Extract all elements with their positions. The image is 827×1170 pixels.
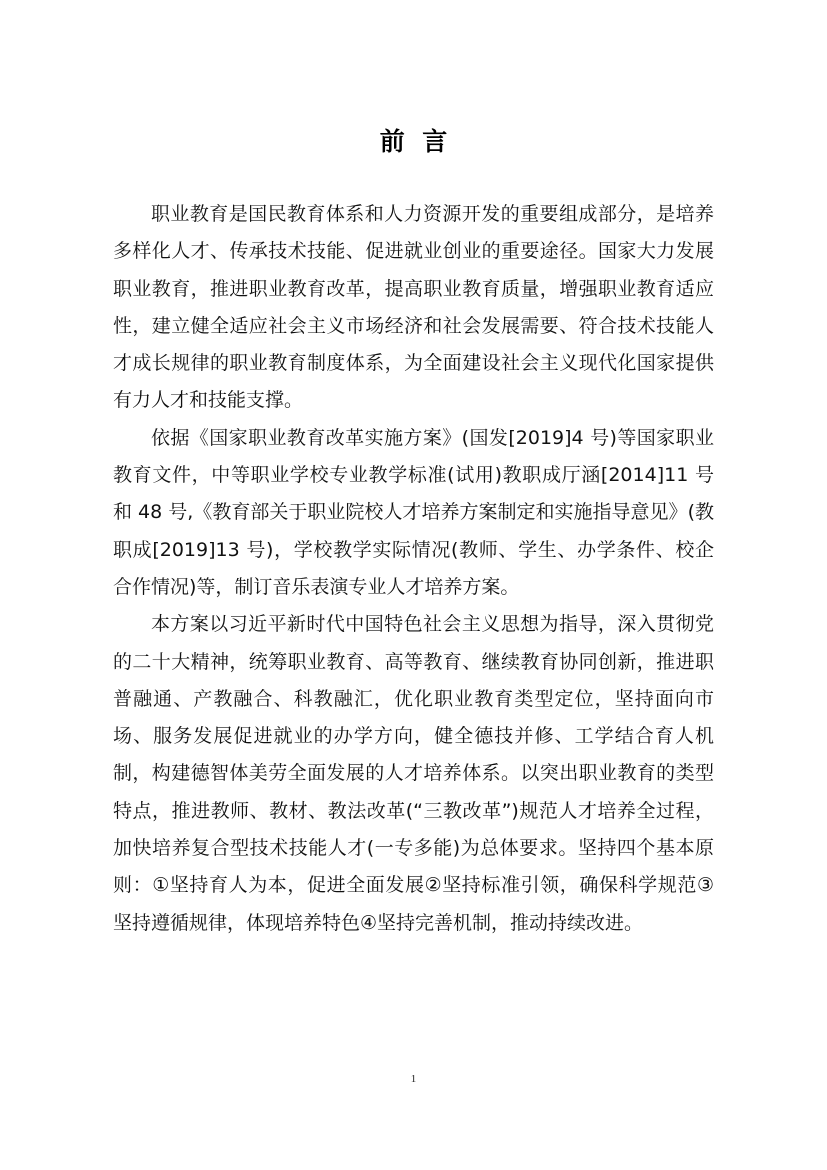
page-number: 1 xyxy=(410,1073,417,1085)
document-body xyxy=(113,196,714,942)
paragraph-basis: 依据《国家职业教育改革实施方案》(国发[2019]4 号)等国家职业教育文件，中等职业学校专业教学标准(试用)教职成厅涵[2014]11 号和 48 号,《教育部关于职业院校人才培养方案制定和实施指导意见》(教职成[2019]13 号)，学校教学实际情况(教师、学生、办学条件、校企合作情况)等，制订音乐表演专业人才培养方案。 xyxy=(113,426,714,598)
page-title: 前 言 xyxy=(379,127,448,156)
paragraph-principles: 本方案以习近平新时代中国特色社会主义思想为指导，深入贯彻党的二十大精神，统筹职业教育、高等教育、继续教育协同创新，推进职普融通、产教融合、科教融汇，优化职业教育类型定位，坚持面向市场、服务发展促进就业的办学方向，健全德技并修、工学结合育人机制，构建德智体美劳全面发展的人才培养体系。以突出职业教育的类型特点，推进教师、教材、教法改革(“三教改革”)规范人才培养全过程，加快培养复合型技术技能人才(一专多能)为总体要求。坚持四个基本原则：①坚持育人为本，促进全面发展②坚持标准引领，确保科学规范③坚持遵循规律，体现培养特色④坚持完善机制，推动持续改进。 xyxy=(113,613,714,934)
paragraph-introduction: 职业教育是国民教育体系和人力资源开发的重要组成部分，是培养多样化人才、传承技术技能、促进就业创业的重要途径。国家大力发展职业教育，推进职业教育改革，提高职业教育质量，增强职业教育适应性，建立健全适应社会主义市场经济和社会发展需要、符合技术技能人才成长规律的职业教育制度体系，为全面建设社会主义现代化国家提供有力人才和技能支撑。 xyxy=(113,203,714,412)
